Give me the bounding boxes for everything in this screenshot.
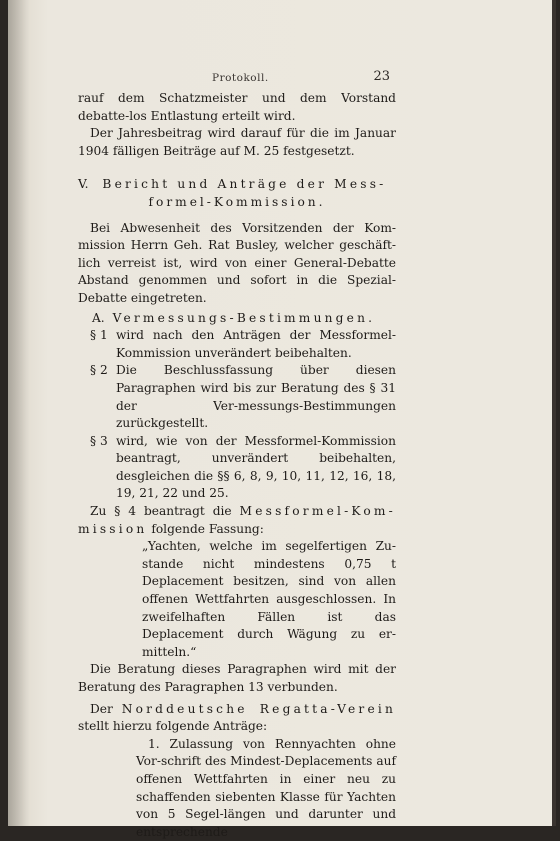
text-block [78,64,396,841]
page-number: 23 [373,69,390,84]
paragraph-4 [78,503,396,538]
subsection-heading [92,310,396,328]
list-item-1: 1. Zulassung von Rennyachten ohne Vor-schrift des Mindest-Deplacements auf offenen Wettfahrten in einer neu zu schaffenden siebenten Klasse für Yachten von 5 Segel-längen und darunter und entsprechende [136,736,396,839]
paragraph-item [90,362,396,432]
page-header [78,64,396,90]
p4-spaced-2: mission [78,521,148,536]
section-numeral: V. [78,177,89,192]
p6-suffix: stellt hierzu folgende Anträge: [78,719,268,734]
quoted-text: „Yachten, welche im segelfertigen Zu-stande nicht mindestens 0,75 t Deplacement besitzen, sind von allen offenen Wettfahrten ausgeschlossen. In zweifelhaften Fällen ist das Deplacement durch Wägung zu er-mitteln.“ [142,539,396,659]
page-gutter-shadow [8,0,30,826]
paragraph-text: wird nach den Anträgen der Messformel-Kommission unverändert beibehalten. [116,328,396,360]
paragraph-number: § 2 [90,363,108,378]
section-title-line1: Bericht und Anträge der Mess- [102,177,387,192]
p6-prefix: Der [90,701,113,716]
paragraph-1: rauf dem Schatzmeister und dem Vorstand debatte-los Entlastung erteilt wird. [78,91,396,123]
subsection-label: A. [92,310,105,325]
paragraph-item [90,433,396,503]
paragraph-text: wird, wie von der Messformel-Kommission beantragt, unverändert beibehalten, desgleichen die §§ 6, 8, 9, 10, 11, 12, 16, 18, 19, 21, 22 und 25. [116,433,396,501]
paragraph-2: Der Jahresbeitrag wird darauf für die im Januar 1904 fälligen Beiträge auf M. 25 festgesetzt. [78,126,396,158]
paragraph-6 [78,701,396,736]
running-title: Protokoll. [212,72,269,84]
paragraph-number: § 3 [90,433,108,448]
paragraph-item [90,327,396,362]
book-page [8,0,556,839]
subsection-title: Vermessungs-Bestimmungen. [112,310,376,325]
section-heading [78,176,396,194]
paragraph-text: Die Beschlussfassung über diesen Paragraphen wird bis zur Beratung des § 31 der Ver-messungs-Bestimmungen zurückgestellt. [116,363,396,431]
p4-prefix: Zu § 4 beantragt die [90,504,232,519]
p4-suffix: folgende Fassung: [151,521,264,536]
paragraph-number: § 1 [90,328,108,343]
p6-spaced: Norddeutsche Regatta-Verein [121,701,397,716]
paragraph-3: Bei Abwesenheit des Vorsitzenden der Kom-mission Herrn Geh. Rat Busley, welcher geschäft-lich verreist ist, wird von einer General-Debatte Abstand genommen und sofort in die Spezial-Debatte eingetreten. [78,220,396,305]
paragraph-5: Die Beratung dieses Paragraphen wird mit der Beratung des Paragraphen 13 verbunden. [78,662,396,694]
p4-spaced-1: Messformel-Kom- [239,504,396,519]
page-edge [552,0,556,826]
section-title-line2: formel-Kommission. [148,194,326,209]
